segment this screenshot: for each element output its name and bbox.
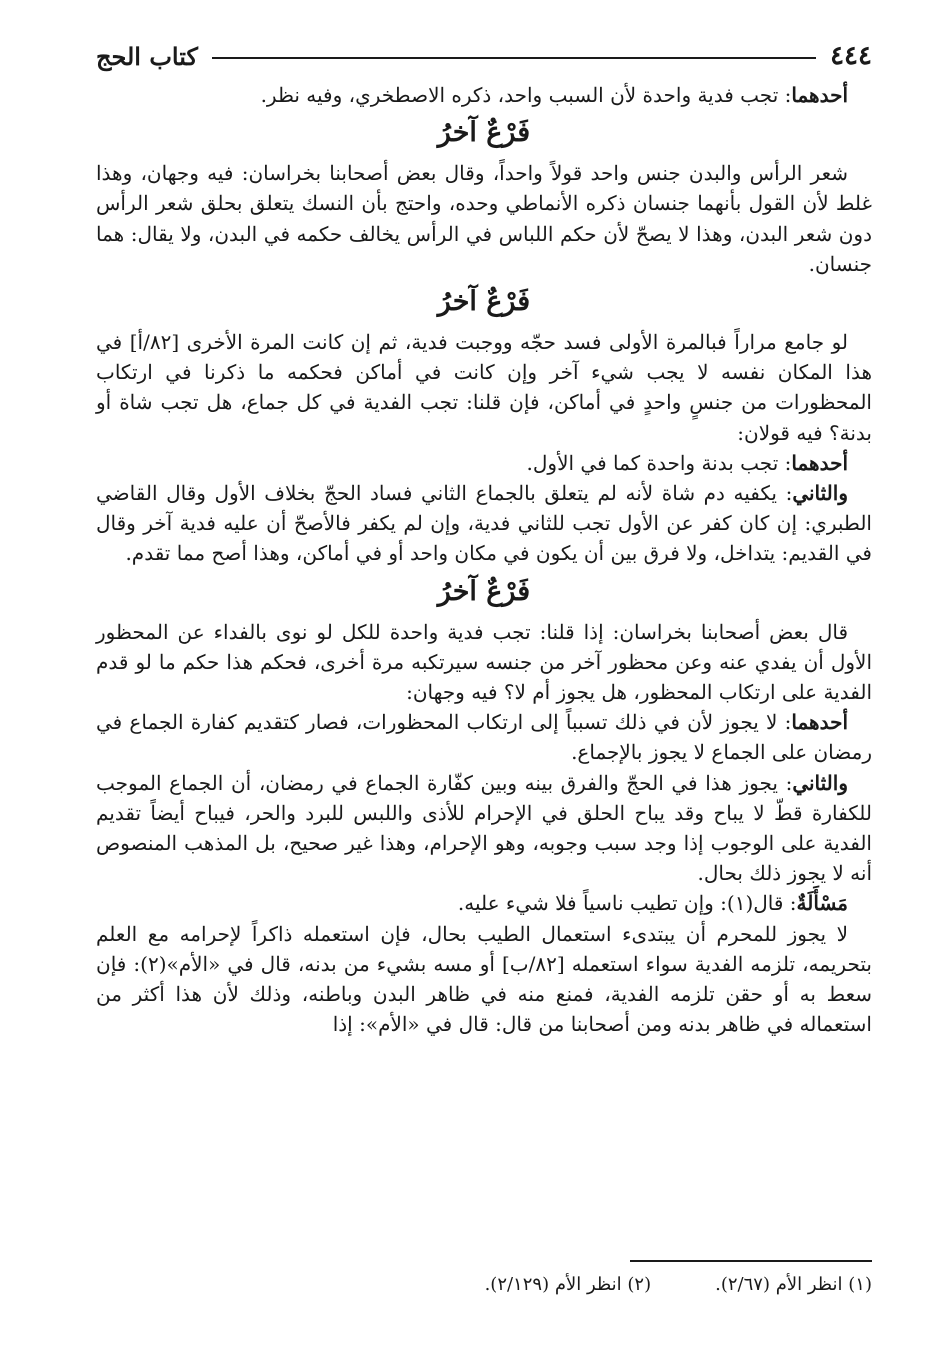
footnote-1: (١) انظر الأم (٢/٦٧). xyxy=(715,1274,872,1295)
issue-lead: مَسْأَلَةٌ xyxy=(796,891,848,916)
paragraph-text: : لا يجوز لأن في ذلك تسبباً إلى ارتكاب المحظورات، فصار كتقديم كفارة الجماع في رمضان على الجماع لا يجوز بالإجماع. xyxy=(96,710,872,765)
paragraph-first-saying xyxy=(96,448,872,478)
paragraph-repeated-intercourse: لو جامع مراراً فبالمرة الأولى فسد حجّه ووجبت فدية، ثم إن كانت المرة الأخرى [٨٢/أ] في هذا المكان نفسه لا يجب شيء آخر وإن كانت في أماكن فحكمه ما ذكرنا في ارتكاب المحظورات من جنسٍ واحدٍ في أماكن، فإن قلنا: تجب الفدية في كل جماع، هل تجب شاة أو بدنة؟ فيه قولان: xyxy=(96,330,872,445)
paragraph-lead: والثاني xyxy=(792,770,848,795)
paragraph-lead: أحدهما xyxy=(791,450,848,475)
paragraph-hair-ruling: شعر الرأس والبدن جنس واحد قولاً واحداً، وقال بعض أصحابنا بخراسان: فيه وجهان، وهذا غلط لأن القول بأنهما جنسان ذكره الأنماطي وحده، واحتج بأن النسك يتعلق بحلق شعر الرأس دون شعر البدن، وهذا لا يصحّ لأن حكم اللباس في الرأس يخالف حكمه في البدن، ولا يقال: هما جنسان. xyxy=(96,161,872,276)
section-heading-1: فَرْعٌ آخرُ xyxy=(437,117,531,149)
header-rule xyxy=(212,57,816,59)
page-header xyxy=(96,36,872,76)
paragraph-second-view xyxy=(96,768,872,889)
footnote-2: (٢) انظر الأم (٢/١٢٩). xyxy=(484,1274,652,1295)
paragraph-lead: والثاني xyxy=(792,481,848,506)
paragraph-lead: أحدهما xyxy=(791,710,848,735)
footnote-separator xyxy=(630,1260,872,1262)
paragraph-text: : قال(١): وإن تطيب ناسياً فلا شيء عليه. xyxy=(457,891,797,916)
section-heading-2: فَرْعٌ آخرُ xyxy=(437,286,531,318)
paragraph-text: : يكفيه دم شاة لأنه لم يتعلق بالجماع الثاني فساد الحجّ بخلاف الأول وقال القاضي الطبري: إن كان كفر عن الأول تجب للثاني فدية، وإن لم يكفر فالأصحّ أن عليه فدية آخر وقال في القديم: يتداخل، ولا فرق بين أن يكون في مكان واحد أو في أماكن، وهذا أصح مما تقدم. xyxy=(96,481,872,566)
paragraph-first-view xyxy=(96,707,872,767)
paragraph-perfume-ruling: لا يجوز للمحرم أن يبتدىء استعمال الطيب بحال، فإن استعمله ذاكراً لإحرامه مع العلم بتحريمه، تلزمه الفدية سواء استعمله [٨٢/ب] أو مسه بشيء من بدنه، قال في «الأم»(٢): فإن سعط به أو حقن تلزمه الفدية، فمنع منه في ظاهر البدن وباطنه، وذلك لأن هذا أكثر من استعماله في ظاهر بدنه ومن أصحابنا من قال: قال في «الأم»: إذا xyxy=(96,921,872,1037)
paragraph-first-opinion xyxy=(96,80,872,110)
paragraph-text: : تجب بدنة واحدة كما في الأول. xyxy=(526,450,792,475)
paragraph-advance-ransom: قال بعض أصحابنا بخراسان: إذا قلنا: تجب فدية واحدة للكل لو نوى بالفداء عن المحظور الأول أن يفدي عنه وعن محظور آخر من جنسه سيرتكبه مرة أخرى، فحكم هذا حكم ما لو قدم الفدية على ارتكاب المحظور، هل يجوز أم لا؟ فيه وجهان: xyxy=(96,619,872,705)
running-title: كتاب الحج xyxy=(96,41,198,71)
page-number: ٤٤٤ xyxy=(830,41,872,71)
book-page xyxy=(96,36,872,1346)
section-heading-3: فَرْعٌ آخرُ xyxy=(437,575,531,607)
paragraph-lead: أحدهما xyxy=(791,83,848,107)
paragraph-text: : يجوز هذا في الحجّ والفرق بينه وبين كفّارة الجماع في رمضان، أن الجماع الموجب للكفارة قطّ لا يباح وقد يباح الحلق في الإحرام للأذى واللبس للبرد والحر، فيباح أيضاً تقديم الفدية على الوجوب إذا وجد سبب وجوبه، وهو الإحرام، وهذا غير صحيح، بل المذهب المنصوص أنه لا يجوز ذلك بحال. xyxy=(96,770,872,886)
page-body xyxy=(96,80,872,1039)
footnotes xyxy=(485,1274,872,1295)
paragraph-text: : تجب فدية واحدة لأن السبب واحد، ذكره الاصطخري، وفيه نظر. xyxy=(260,83,792,107)
paragraph-issue xyxy=(96,888,872,918)
paragraph-second-saying xyxy=(96,478,872,569)
